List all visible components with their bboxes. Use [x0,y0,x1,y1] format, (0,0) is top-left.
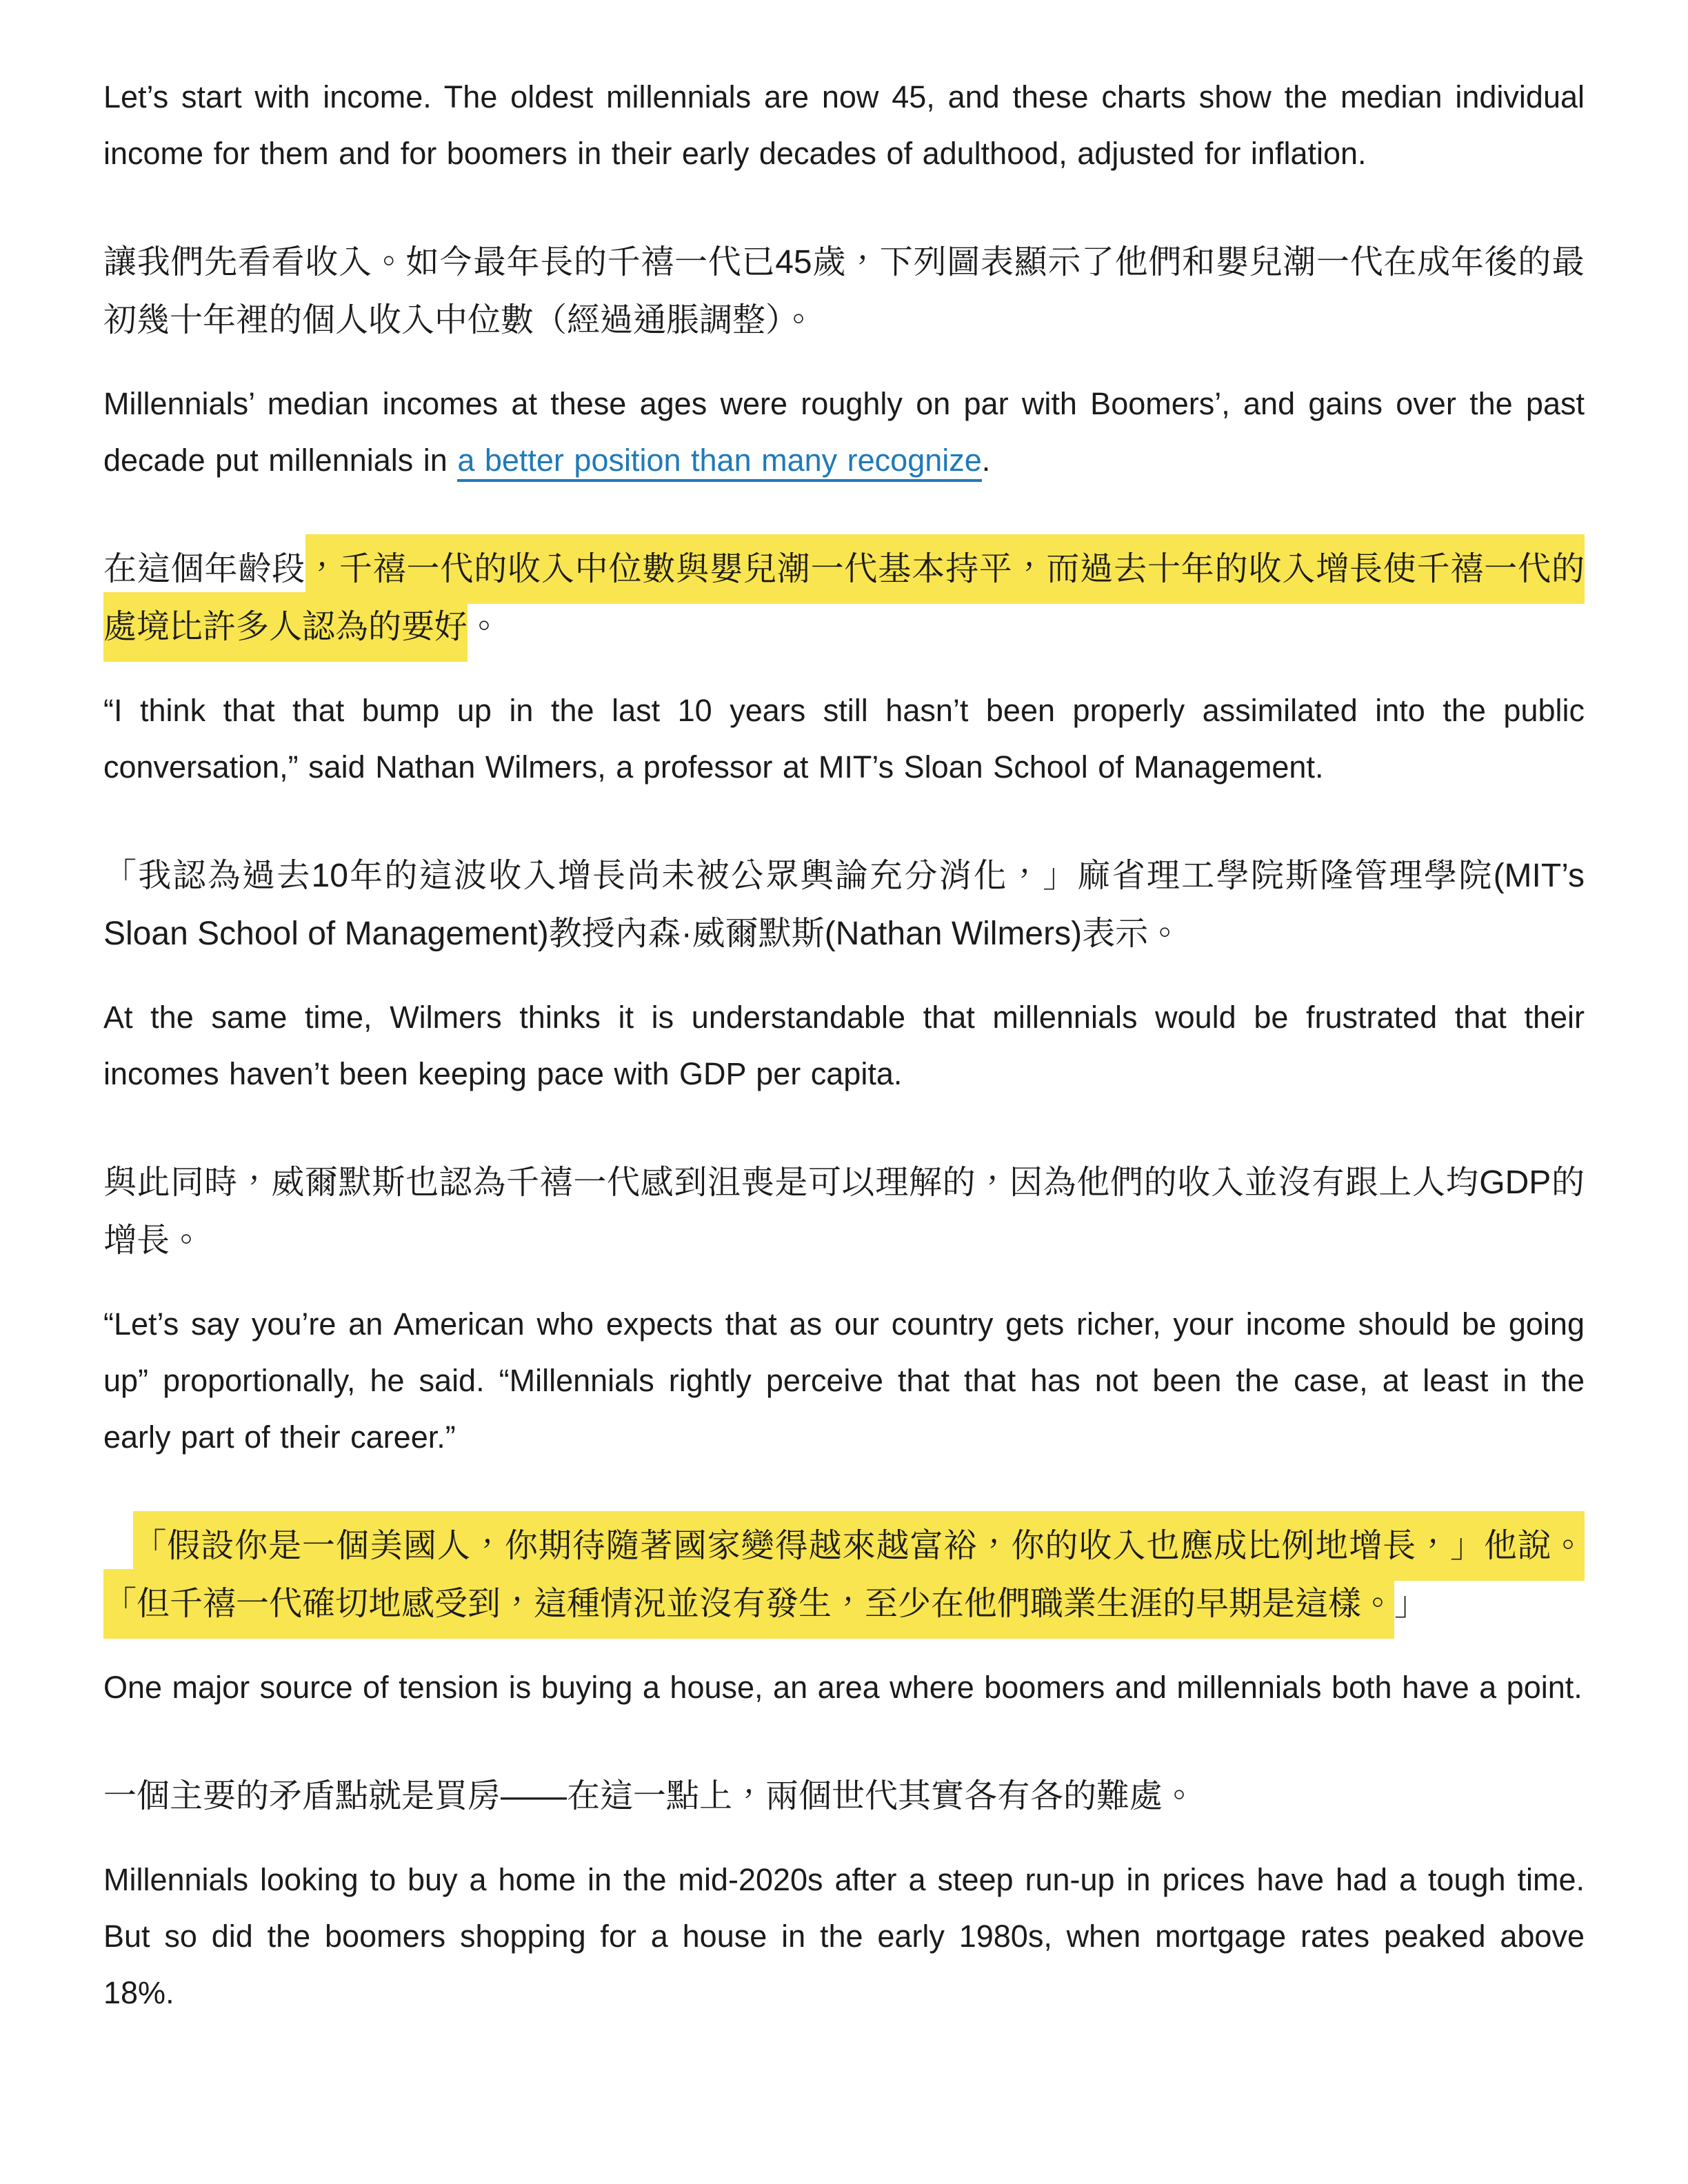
text-run: 讓我們先看看收入。如今最年長的千禧一代已45歲，下列圖表顯示了他們和嬰兒潮一代在成年後的最初幾十年裡的個人收入中位數（經過通脹調整）。 [103,244,1585,338]
paragraph-en-housing-tension [103,1659,1585,1716]
text-run: Millennials looking to buy a home in the mid-2020s after a steep run-up in prices have had a tough time. But so did the boomers shopping for a house in the early 1980s, when mortgage rates peaked above 18%. [103,1862,1585,2010]
text-run: “Let’s say you’re an American who expects that as our country gets richer, your income should be going up” proportionally, he said. “Millennials rightly perceive that that has not been the case, at least in the early part of their career.” [103,1306,1585,1455]
text-run: One major source of tension is buying a house, an area where boomers and millennials both have a point. [103,1670,1582,1705]
paragraph-zh-median-incomes-highlighted [103,540,1585,656]
text-run: Millennials’ median incomes at these ages were roughly on par with Boomers’, and gains over the past decade put millennials in [103,386,1585,478]
highlighted-text: 「假設你是一個美國人，你期待隨著國家變得越來越富裕，你的收入也應成比例地增長，」他說。「但千禧一代確切地感受到，這種情況並沒有發生，至少在他們職業生涯的早期是這樣。 [103,1511,1585,1639]
text-run: 在這個年齡段 [103,551,306,587]
paragraph-zh-wilmers-quote-2-highlighted [103,1517,1585,1633]
text-run: 」 [1394,1586,1428,1622]
paragraph-en-wilmers-quote-1 [103,682,1585,796]
text-run: 一個主要的矛盾點就是買房——在這一點上，兩個世代其實各有各的難處。 [103,1778,1196,1814]
highlighted-text: ，千禧一代的收入中位數與嬰兒潮一代基本持平，而過去十年的收入增長使千禧一代的處境比許多人認為的要好 [103,534,1585,662]
paragraph-en-income-intro [103,69,1585,182]
text-run: . [981,443,991,478]
text-run: 。 [468,609,501,645]
paragraph-en-gdp-frustration [103,989,1585,1102]
paragraph-en-median-incomes [103,376,1585,489]
text-run: 與此同時，威爾默斯也認為千禧一代感到沮喪是可以理解的，因為他們的收入並沒有跟上人均GDP的增長。 [103,1164,1585,1259]
text-run: At the same time, Wilmers thinks it is understandable that millennials would be frustrated that their incomes haven’t been keeping pace with GDP per capita. [103,1000,1585,1091]
text-run: 「我認為過去10年的這波收入增長尚未被公眾輿論充分消化，」麻省理工學院斯隆管理學院(MIT’s Sloan School of Management)教授內森·威爾默斯(Nathan Wilmers)表示。 [103,858,1585,952]
paragraph-zh-gdp-frustration [103,1154,1585,1270]
paragraph-zh-housing-tension [103,1768,1585,1826]
text-run: “I think that that bump up in the last 10 years still hasn’t been properly assimilated into the public conversation,” said Nathan Wilmers, a professor at MIT’s Sloan School of Management. [103,693,1585,785]
text-run: Let’s start with income. The oldest millennials are now 45, and these charts show the median individual income for them and for boomers in their early decades of adulthood, adjusted for inflation. [103,79,1585,171]
paragraph-en-home-buying [103,1852,1585,2021]
better-position-link[interactable]: a better position than many recognize [457,443,981,482]
paragraph-zh-wilmers-quote-1 [103,847,1585,963]
paragraph-en-wilmers-quote-2 [103,1296,1585,1466]
paragraph-zh-income-intro [103,234,1585,350]
